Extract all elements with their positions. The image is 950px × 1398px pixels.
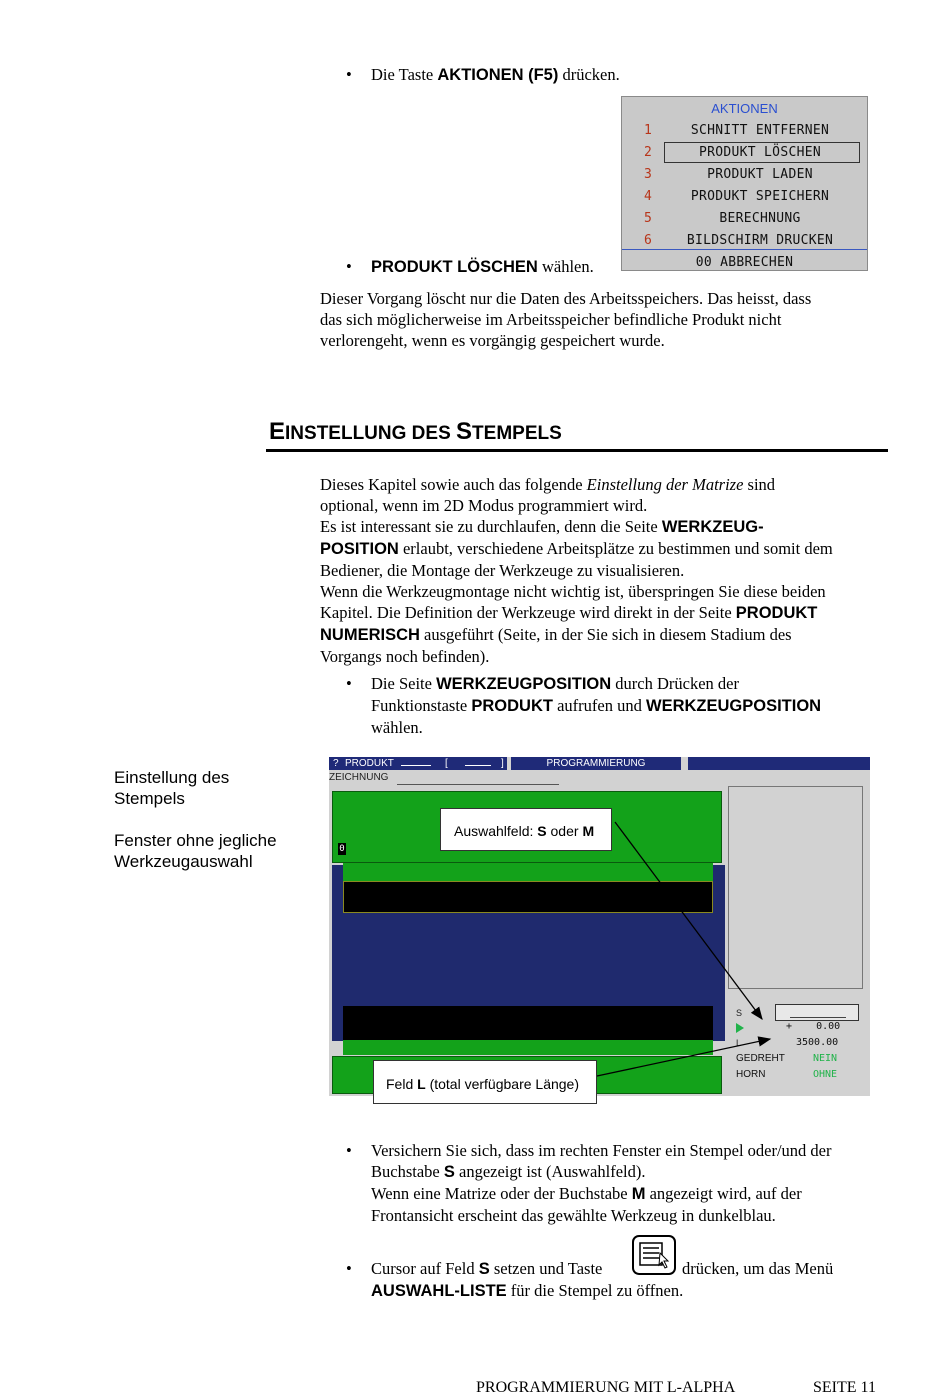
text-line: Einstellung des — [114, 768, 230, 787]
text-line: wählen. — [371, 718, 423, 737]
text-line: Stempels — [114, 789, 185, 808]
menu-item-number: 3 — [644, 167, 653, 182]
instruction-cursor-2: AUSWAHL-LISTE für die Stempel zu öffnen. — [371, 1281, 684, 1300]
field-l-label: L — [736, 1038, 742, 1048]
text-line: Dieser Vorgang löscht nur die Daten des Arbeitsspeichers. Das heisst, dass — [320, 289, 812, 308]
menu-item-number: 4 — [644, 189, 653, 204]
menu-item-number: 2 — [644, 145, 653, 160]
instruction-versichern — [371, 1140, 901, 1226]
text-line: Buchstabe S angezeigt ist (Auswahlfeld). — [371, 1162, 646, 1181]
text: wählen. — [537, 257, 594, 276]
l-value[interactable]: 3500.00 — [796, 1037, 839, 1048]
field-s-label: S — [736, 1008, 743, 1018]
bar-label: PRODUKT — [345, 758, 394, 769]
gedreht-value[interactable]: NEIN — [813, 1053, 838, 1064]
text-line: NUMERISCH ausgeführt (Seite, in der Sie sich in diesem Stadium des — [320, 625, 792, 644]
list-key-icon — [632, 1235, 676, 1275]
text-line: Frontansicht erscheint das gewählte Werkzeug in dunkelblau. — [371, 1206, 776, 1225]
bullet-dot: • — [346, 1259, 352, 1278]
text-line: Fenster ohne jegliche — [114, 831, 277, 850]
zeichnung-label: ZEICHNUNG — [329, 772, 389, 783]
menu-item-label: BILDSCHIRM DRUCKEN — [686, 233, 834, 248]
footer-title: PROGRAMMIERUNG MIT L-ALPHA — [476, 1379, 736, 1396]
page-number: SEITE 11 — [813, 1379, 876, 1396]
text-line: Wenn die Werkzeugmontage nicht wichtig ist, überspringen Sie diese beiden — [320, 582, 826, 601]
text-line: das sich möglicherweise im Arbeitsspeicher befindliche Produkt nicht — [320, 310, 782, 329]
callout-auswahlfeld: Auswahlfeld: S oder M — [440, 808, 612, 851]
text-line: Wenn eine Matrize oder der Buchstabe M angezeigt wird, auf der — [371, 1184, 802, 1203]
bullet-dot: • — [346, 1141, 352, 1160]
text-line: Vorgangs noch befinden). — [320, 647, 490, 666]
bullet-dot: • — [346, 257, 352, 276]
menu-item-label: PRODUKT SPEICHERN — [690, 189, 830, 204]
help-icon[interactable]: ? — [333, 758, 339, 769]
menu-item-number: 5 — [644, 211, 653, 226]
instruction-cursor: Cursor auf Feld S setzen und Taste — [371, 1259, 603, 1278]
text-line: Funktionstaste PRODUKT aufrufen und WERKZEUGPOSITION — [371, 696, 822, 715]
text-line: POSITION erlaubt, verschiedene Arbeitsplätze zu bestimmen und somit dem — [320, 539, 833, 558]
callout-feld-l: Feld L (total verfügbare Länge) — [373, 1060, 597, 1104]
heading-cap: S — [456, 418, 473, 445]
menu-item-label: 00 ABBRECHEN — [695, 255, 794, 270]
text: drücken, um das Menü — [682, 1259, 834, 1278]
text-line: Dieses Kapitel sowie auch das folgende Einstellung der Matrize sind — [320, 475, 776, 494]
s-value: + 0.00 — [786, 1021, 841, 1032]
arrow-to-field-l — [597, 1039, 770, 1076]
bullet-dot: • — [346, 674, 352, 693]
text-line: verlorengeht, wenn es vorgängig gespeichert wurde. — [320, 331, 665, 350]
text-line: Versichern Sie sich, dass im rechten Fenster ein Stempel oder/und der — [371, 1141, 832, 1160]
menu-item-label: PRODUKT LADEN — [707, 167, 813, 182]
heading-cap: E — [269, 418, 286, 445]
zero-marker: 0 — [339, 844, 345, 854]
key-label: AKTIONEN (F5) — [437, 66, 559, 84]
horn-label: HORN — [736, 1069, 766, 1080]
text: drücken. — [558, 65, 620, 84]
menu-item-label: BERECHNUNG — [719, 211, 801, 226]
menu-title: AKTIONEN — [711, 101, 778, 116]
text-line: Es ist interessant sie zu durchlaufen, denn die Seite WERKZEUG- — [320, 517, 764, 536]
text-line: optional, wenn im 2D Modus programmiert wird. — [320, 496, 648, 515]
heading-text: INSTELLUNG DES — [285, 423, 457, 444]
text-line: Kapitel. Die Definition der Werkzeuge wird direkt in der Seite PRODUKT — [320, 603, 818, 622]
text-line: Die Seite WERKZEUGPOSITION durch Drücken der — [371, 674, 739, 693]
heading-text: TEMPELS — [472, 423, 562, 444]
menu-item-number: 6 — [644, 233, 653, 248]
menu-item-label: PRODUKT LÖSCHEN — [699, 145, 821, 160]
text-line: Werkzeugauswahl — [114, 852, 253, 871]
text-line: Bediener, die Montage der Werkzeuge zu visualisieren. — [320, 561, 685, 580]
menu-item-number: 1 — [644, 123, 653, 138]
key-label: PRODUKT LÖSCHEN — [371, 258, 538, 276]
bracket: ] — [501, 758, 504, 769]
gedreht-label: GEDREHT — [736, 1053, 785, 1064]
bracket: [ — [445, 758, 448, 769]
bullet-dot: • — [346, 65, 352, 84]
horn-value[interactable]: OHNE — [813, 1069, 838, 1080]
text: Die Taste — [371, 65, 438, 84]
bar-label: PROGRAMMIERUNG — [546, 758, 646, 769]
arrow-to-field-s — [615, 822, 762, 1019]
menu-item-label: SCHNITT ENTFERNEN — [690, 123, 830, 138]
